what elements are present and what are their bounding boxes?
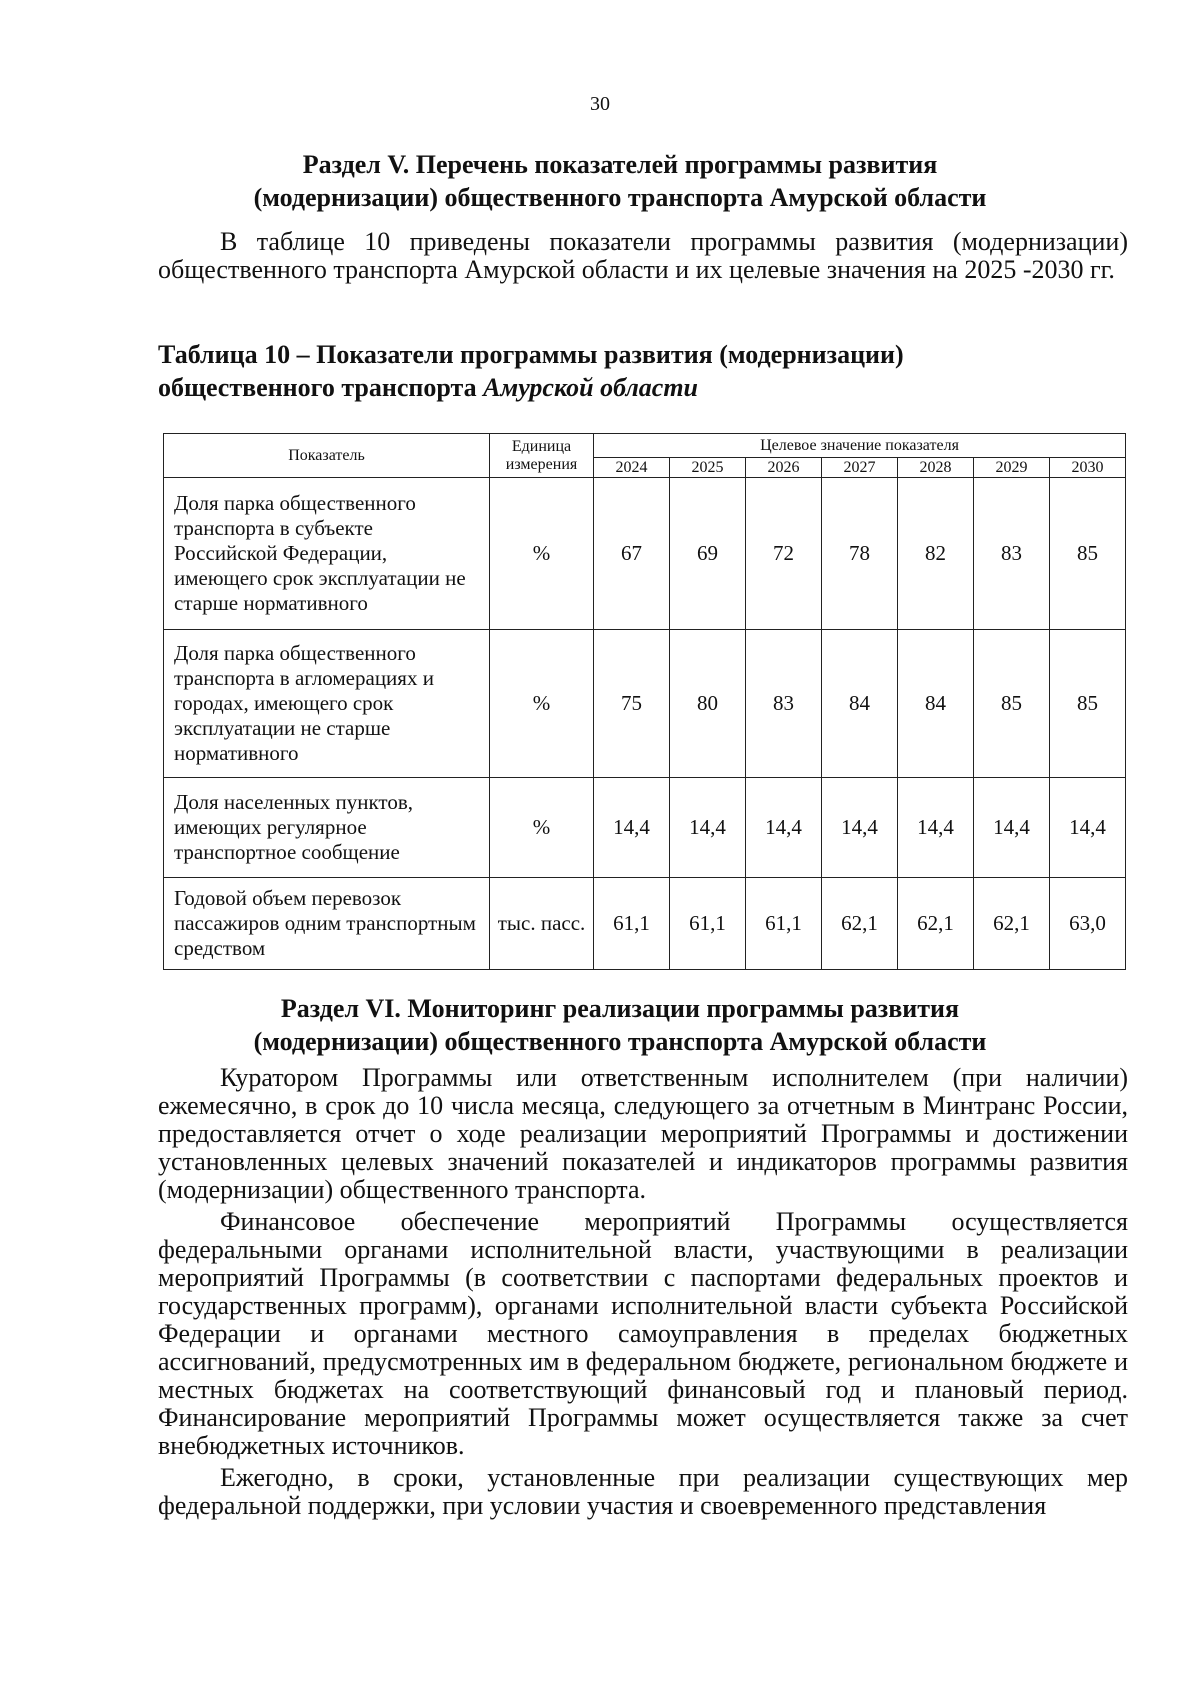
value-cell: 14,4	[974, 778, 1050, 878]
value-cell: 62,1	[898, 878, 974, 970]
value-cell: 84	[898, 630, 974, 778]
value-cell: 83	[974, 478, 1050, 630]
value-cell: 61,1	[670, 878, 746, 970]
table-row	[164, 778, 1126, 878]
section-6-paragraph-text: Куратором Программы или ответственным исполнителем (при наличии) ежемесячно, в срок до 10 числа месяца, следующего за отчетным в Минтранс России, предоставляется отчет о ходе реализации мероприятий Программы и достижении установленных целевых значений показателей и индикаторов программы развития (модернизации) общественного транспорта.	[158, 1063, 1128, 1204]
indicator-cell: Доля парка общественного транспорта в агломерациях и городах, имеющего срок эксплуатации не старше нормативного	[164, 630, 490, 778]
section-6-paragraph	[158, 1208, 1128, 1460]
value-cell: 14,4	[822, 778, 898, 878]
table-caption	[158, 338, 1058, 404]
header-year: 2026	[746, 458, 822, 478]
header-year: 2025	[670, 458, 746, 478]
indicator-cell: Годовой объем перевозок пассажиров одним транспортным средством	[164, 878, 490, 970]
table-row	[164, 478, 1126, 630]
table-row	[164, 878, 1126, 970]
table-caption-prefix: Таблица 10 – Показатели программы развития (модернизации) общественного транспорта	[158, 340, 904, 402]
value-cell: 75	[594, 630, 670, 778]
unit-cell: тыс. пасс.	[490, 878, 594, 970]
value-cell: 82	[898, 478, 974, 630]
indicator-cell: Доля населенных пунктов, имеющих регулярное транспортное сообщение	[164, 778, 490, 878]
unit-cell: %	[490, 478, 594, 630]
header-year: 2029	[974, 458, 1050, 478]
header-unit: Единица измерения	[490, 434, 594, 478]
value-cell: 62,1	[822, 878, 898, 970]
section-5-heading-line2: (модернизации) общественного транспорта Амурской области	[253, 183, 987, 212]
value-cell: 14,4	[746, 778, 822, 878]
value-cell: 61,1	[746, 878, 822, 970]
header-indicator: Показатель	[164, 434, 490, 478]
value-cell: 14,4	[1050, 778, 1126, 878]
table-row	[164, 630, 1126, 778]
value-cell: 83	[746, 630, 822, 778]
value-cell: 85	[1050, 478, 1126, 630]
header-year: 2027	[822, 458, 898, 478]
value-cell: 14,4	[594, 778, 670, 878]
section-5-intro-text: В таблице 10 приведены показатели программы развития (модернизации) общественного транспорта Амурской области и их целевые значения на 2025 -2030 гг.	[158, 227, 1128, 284]
value-cell: 61,1	[594, 878, 670, 970]
section-6-heading	[150, 992, 1090, 1058]
value-cell: 63,0	[1050, 878, 1126, 970]
unit-cell: %	[490, 630, 594, 778]
indicators-table	[163, 433, 1126, 970]
value-cell: 80	[670, 630, 746, 778]
section-6-paragraph	[158, 1064, 1128, 1204]
table-caption-italic: Амурской области	[483, 373, 699, 402]
section-6-heading-line2: (модернизации) общественного транспорта Амурской области	[253, 1027, 987, 1056]
value-cell: 67	[594, 478, 670, 630]
section-6-paragraph	[158, 1464, 1128, 1520]
value-cell: 14,4	[898, 778, 974, 878]
page-number: 30	[590, 93, 610, 115]
value-cell: 14,4	[670, 778, 746, 878]
value-cell: 78	[822, 478, 898, 630]
header-year: 2028	[898, 458, 974, 478]
section-5-intro	[158, 228, 1128, 284]
header-year: 2024	[594, 458, 670, 478]
section-5-heading	[150, 148, 1090, 214]
section-6-body	[158, 1064, 1128, 1524]
section-5-heading-line1: Раздел V. Перечень показателей программы развития	[302, 150, 938, 179]
value-cell: 85	[1050, 630, 1126, 778]
header-target: Целевое значение показателя	[594, 434, 1126, 458]
value-cell: 69	[670, 478, 746, 630]
value-cell: 85	[974, 630, 1050, 778]
section-6-heading-line1: Раздел VI. Мониторинг реализации программы развития	[280, 994, 960, 1023]
value-cell: 84	[822, 630, 898, 778]
value-cell: 62,1	[974, 878, 1050, 970]
unit-cell: %	[490, 778, 594, 878]
value-cell: 72	[746, 478, 822, 630]
section-6-paragraph-text: Ежегодно, в сроки, установленные при реализации существующих мер федеральной поддержки, при условии участия и своевременного представления	[158, 1463, 1128, 1520]
indicator-cell: Доля парка общественного транспорта в субъекте Российской Федерации, имеющего срок эксплуатации не старше нормативного	[164, 478, 490, 630]
header-year: 2030	[1050, 458, 1126, 478]
section-6-paragraph-text: Финансовое обеспечение мероприятий Программы осуществляется федеральными органами исполнительной власти, участвующими в реализации мероприятий Программы (в соответствии с паспортами федеральных проектов и государственных программ), органами исполнительной власти субъекта Российской Федерации и органами местного самоуправления в пределах бюджетных ассигнований, предусмотренных им в федеральном бюджете, региональном бюджете и местных бюджетах на соответствующий финансовый год и плановый период. Финансирование мероприятий Программы может осуществляется также за счет внебюджетных источников.	[158, 1207, 1128, 1460]
